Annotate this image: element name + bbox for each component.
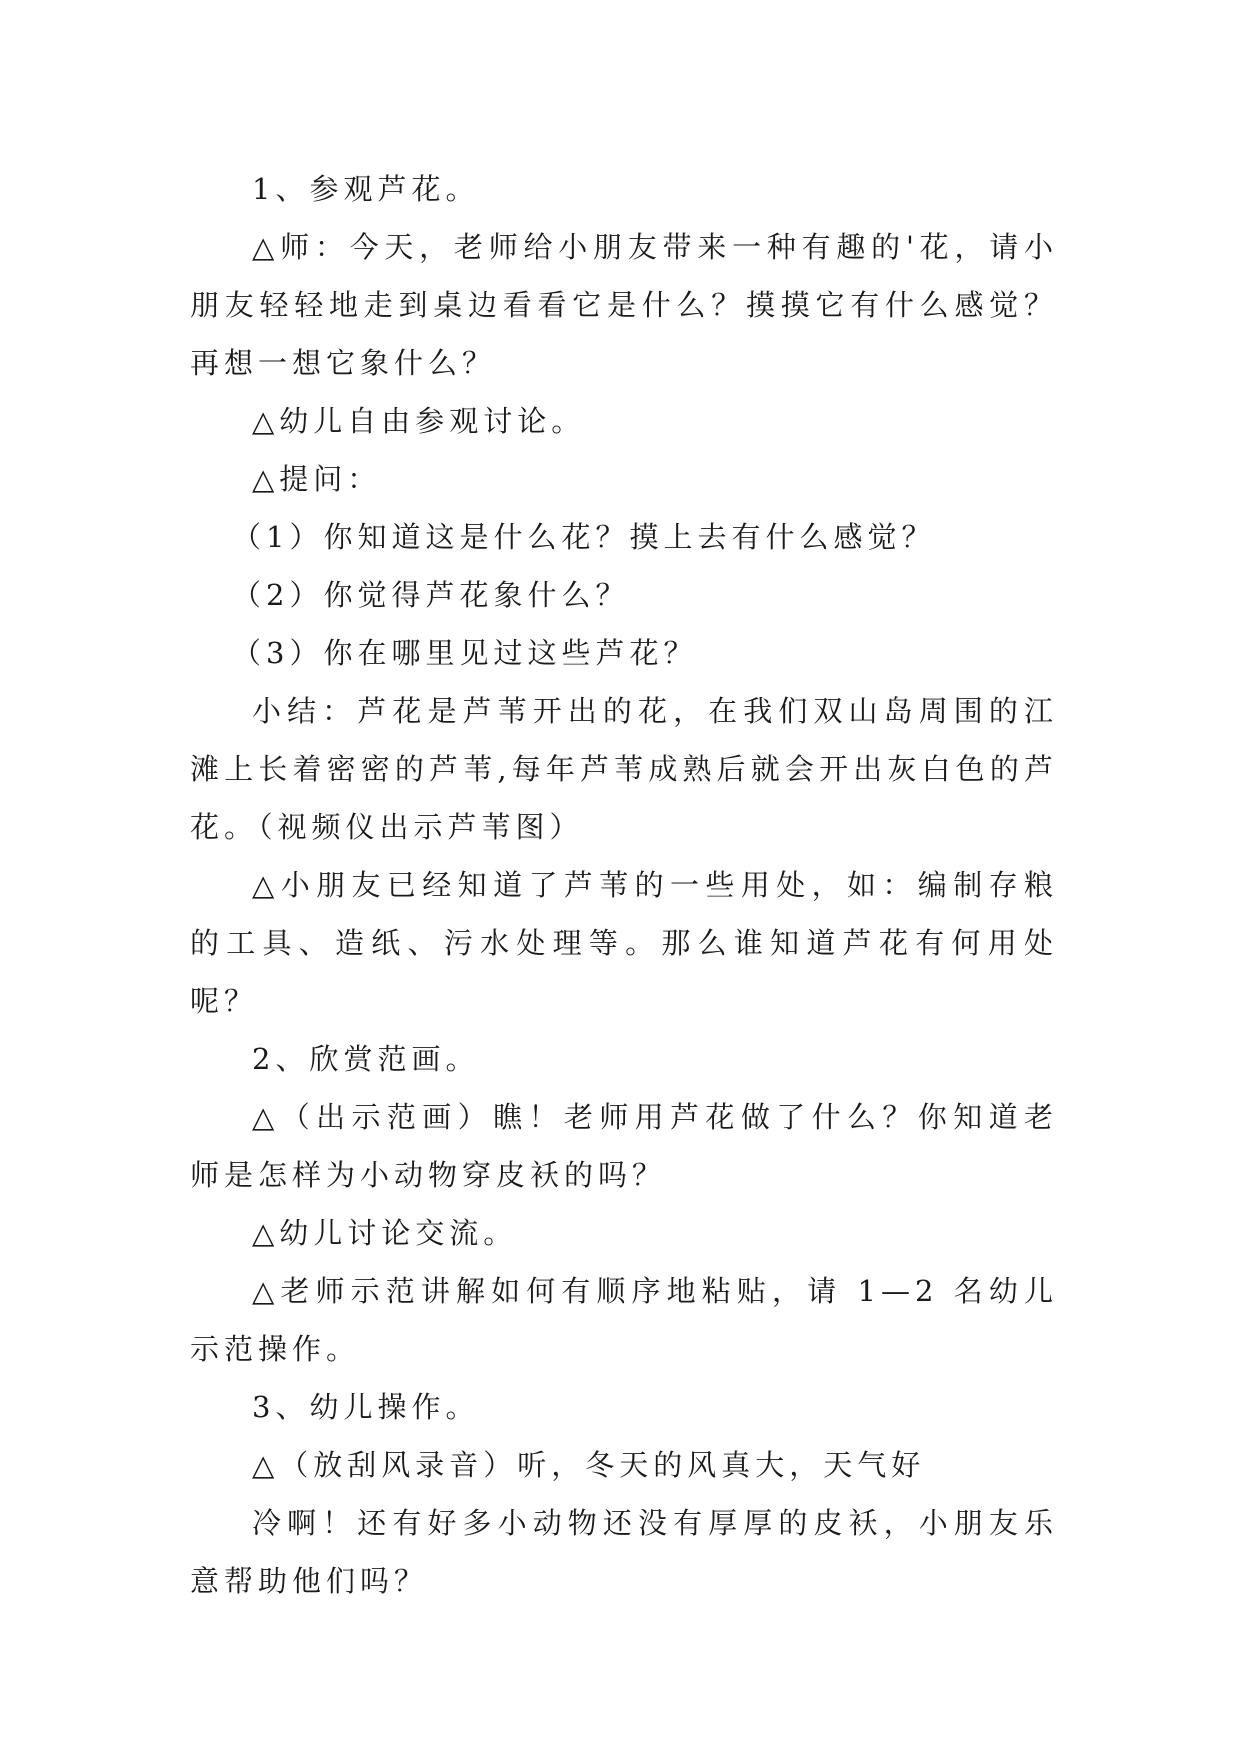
paragraph-demonstrate: △老师示范讲解如何有顺序地粘贴，请 1—2 名幼儿示范操作。 xyxy=(190,1274,1058,1366)
paragraph-discuss: △幼儿讨论交流。 xyxy=(252,1216,518,1250)
paragraph-question-2: （2）你觉得芦花象什么？ xyxy=(232,578,630,612)
paragraph-teacher-intro: △师：今天，老师给小朋友带来一种有趣的'花，请小朋友轻轻地走到桌边看看它是什么？摸摸它有什么感觉？再想一想它象什么？ xyxy=(190,230,1058,380)
paragraph-reed-uses: △小朋友已经知道了芦苇的一些用处，如：编制存粮的工具、造纸、污水处理等。那么谁知道芦花有何用处呢？ xyxy=(190,868,1058,1018)
paragraph-free-observe: △幼儿自由参观讨论。 xyxy=(252,404,586,438)
paragraph-summary: 小结：芦花是芦苇开出的花，在我们双山岛周围的江滩上长着密密的芦苇,每年芦苇成熟后就会开出灰白色的芦花。（视频仪出示芦苇图） xyxy=(190,694,1058,844)
paragraph-heading-1: 1、参观芦花。 xyxy=(252,172,480,206)
paragraph-question-1: （1）你知道这是什么花？摸上去有什么感觉？ xyxy=(232,520,936,554)
paragraph-cold-weather: 冷啊！还有好多小动物还没有厚厚的皮袄，小朋友乐意帮助他们吗？ xyxy=(190,1506,1058,1598)
paragraph-wind-sound: △（放刮风录音）听，冬天的风真大，天气好 xyxy=(252,1448,926,1482)
paragraph-show-sample: △（出示范画）瞧！老师用芦花做了什么？你知道老师是怎样为小动物穿皮袄的吗？ xyxy=(190,1100,1058,1192)
paragraph-heading-2: 2、欣赏范画。 xyxy=(252,1042,480,1076)
paragraph-question-3: （3）你在哪里见过这些芦花？ xyxy=(232,636,698,670)
document-body xyxy=(190,160,1058,1610)
paragraph-questions-label: △提问： xyxy=(252,462,382,496)
paragraph-heading-3: 3、幼儿操作。 xyxy=(252,1390,480,1424)
